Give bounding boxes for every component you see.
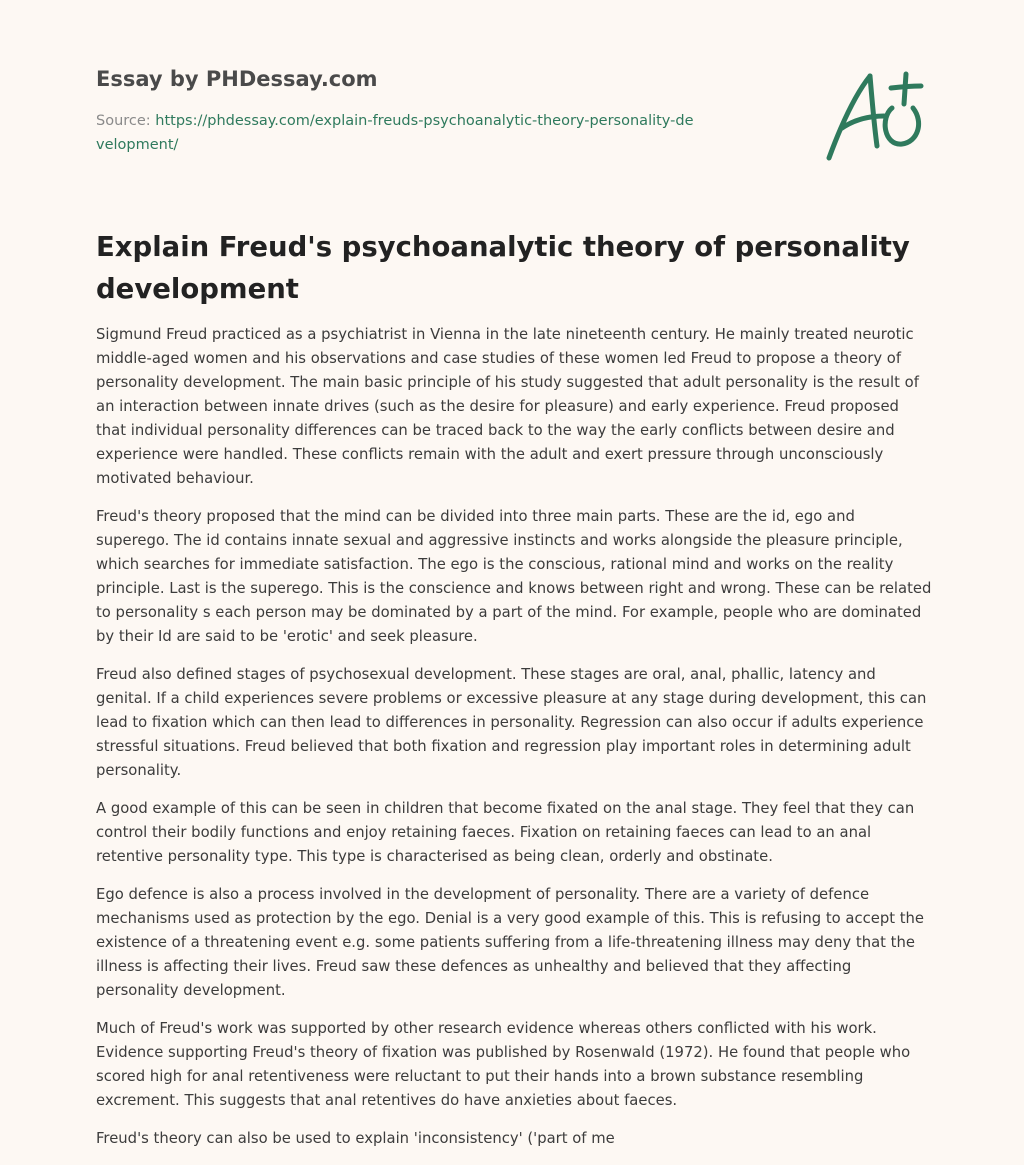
source-label: Source: xyxy=(96,113,156,129)
paragraph: Freud's theory proposed that the mind can be divided into three main parts. These are the id, ego and superego. The id contains innate sexual and aggressive instincts and works alongside the pleasure principle, which searches for immediate satisfaction. The ego is the conscious, rational mind and works on the reality principle. Last is the superego. This is the conscience and knows between right and wrong. These can be related to personality s each person may be dominated by a part of the mind. For example, people who are dominated by their Id are said to be 'erotic' and seek pleasure. xyxy=(96,508,932,645)
paragraph: Sigmund Freud practiced as a psychiatrist in Vienna in the late nineteenth century. He mainly treated neurotic middle-aged women and his observations and case studies of these women led Freud to propose a theory of personality development. The main basic principle of his study suggested that adult personality is the result of an interaction between innate drives (such as the desire for pleasure) and early experience. Freud proposed that individual personality differences can be traced back to the way the early conflicts between desire and experience were handled. These conflicts remain with the adult and exert pressure through unconsciously motivated behaviour. xyxy=(96,326,919,487)
paragraph: Ego defence is also a process involved in the development of personality. There are a variety of defence mechanisms used as protection by the ego. Denial is a very good example of this. This is refusing to accept the existence of a threatening event e.g. some patients suffering from a life-threatening illness may deny that the illness is affecting their lives. Freud saw these defences as unhealthy and believed that they affecting personality development. xyxy=(96,886,925,999)
a-plus-grade-icon xyxy=(820,66,930,166)
article-body xyxy=(96,323,932,1165)
source-line xyxy=(96,109,696,157)
page-header xyxy=(96,64,736,157)
paragraph: A good example of this can be seen in children that become fixated on the anal stage. They feel that they can control their bodily functions and enjoy retaining faeces. Fixation on retaining faeces can lead to an anal retentive personality type. This type is characterised as being clean, orderly and obstinate. xyxy=(96,800,915,865)
article-title: Explain Freud's psychoanalytic theory of personality development xyxy=(96,231,910,305)
paragraph: Freud also defined stages of psychosexual development. These stages are oral, anal, phallic, latency and genital. If a child experiences severe problems or excessive pleasure at any stage during development, this can lead to fixation which can then lead to differences in personality. Regression can also occur if adults experience stressful situations. Freud believed that both fixation and regression play important roles in determining adult personality. xyxy=(96,666,927,779)
paragraph: Much of Freud's work was supported by other research evidence whereas others conflicted with his work. Evidence supporting Freud's theory of fixation was published by Rosenwald (1972). He found that people who scored high for anal retentiveness were reluctant to put their hands into a brown substance resembling excrement. This suggests that anal retentives do have anxieties about faeces. xyxy=(96,1020,911,1109)
source-link[interactable]: https://phdessay.com/explain-freuds-psychoanalytic-theory-personality-development/ xyxy=(96,113,694,153)
paragraph: Freud's theory can also be used to explain 'inconsistency' ('part of me xyxy=(96,1130,615,1147)
site-brand: Essay by PHDessay.com xyxy=(96,67,378,91)
